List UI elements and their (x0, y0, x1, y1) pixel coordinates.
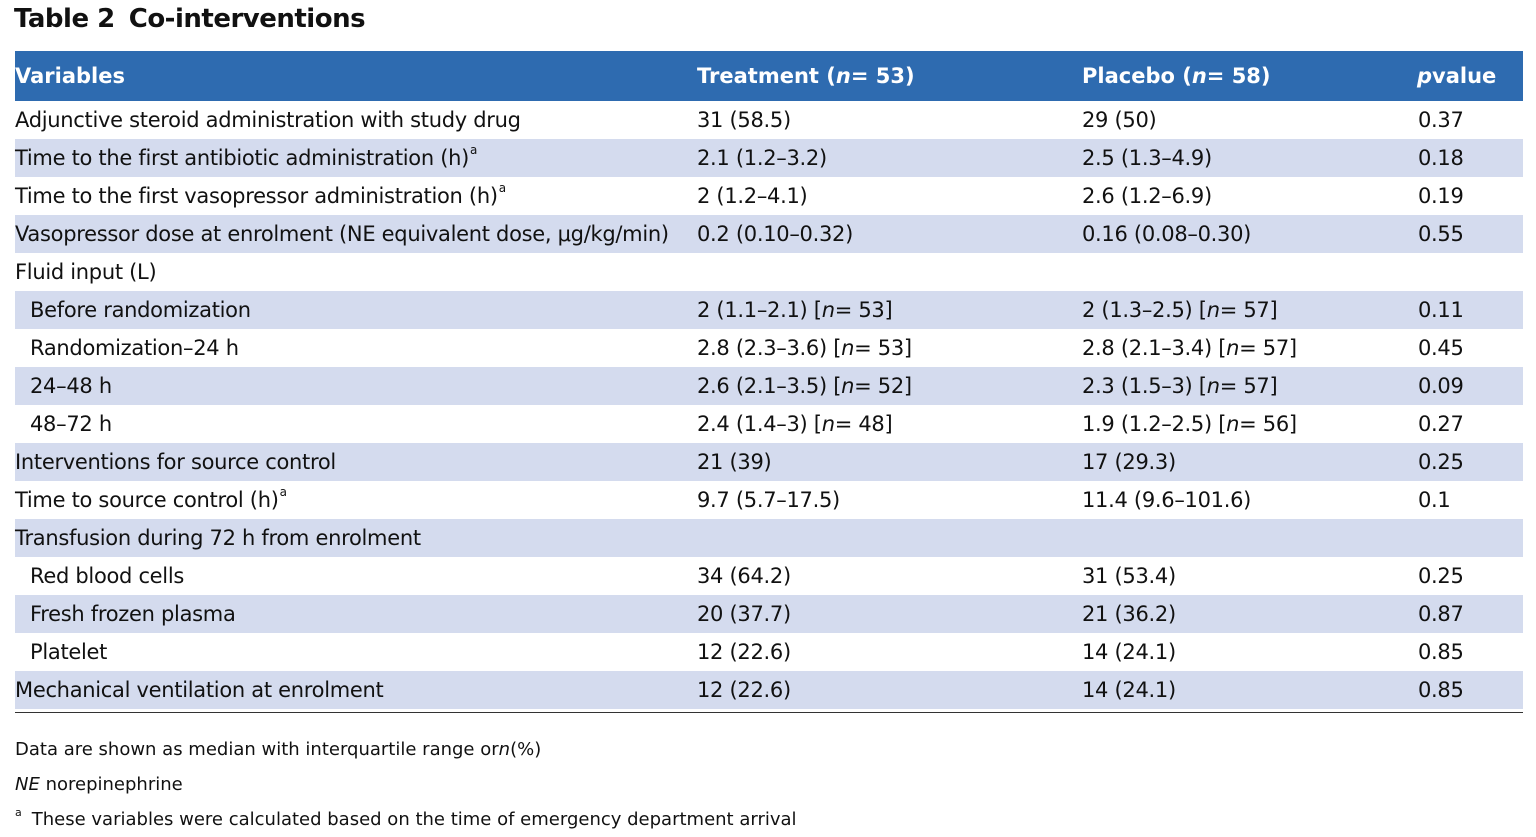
cell-placebo: 31 (53.4) (1082, 564, 1176, 588)
cell-placebo: 2.3 (1.5–3) [ n = 57] (1082, 374, 1278, 398)
cell-p-value: 0.19 (1418, 184, 1464, 208)
cell-treatment: 2 (1.2–4.1) (697, 184, 808, 208)
cell-p-value: 0.18 (1418, 146, 1464, 170)
cell-variable (15, 481, 287, 519)
cell-variable (30, 367, 112, 405)
cell-p-value: 0.25 (1418, 564, 1464, 588)
table-footnotes (15, 732, 797, 837)
variable-label: Platelet (30, 640, 108, 664)
variable-label: 24–48 h (30, 374, 112, 398)
cell-treatment: 9.7 (5.7–17.5) (697, 488, 840, 512)
cell-placebo: 14 (24.1) (1082, 640, 1176, 664)
table-row (15, 595, 1523, 633)
cell-treatment: 12 (22.6) (697, 678, 791, 702)
table-number: Table 2 (14, 4, 115, 34)
co-interventions-table (15, 51, 1523, 713)
header-p-value: p value (1417, 64, 1497, 88)
footnote-marker: a (279, 485, 287, 499)
variable-label: Time to source control (h) (15, 488, 279, 512)
cell-variable (30, 595, 236, 633)
table-row (15, 633, 1523, 671)
cell-p-value: 0.85 (1418, 678, 1464, 702)
footnote-marker: a (470, 143, 478, 157)
footnote-abbrev-definition: norepinephrine (45, 774, 183, 795)
footnote-marker: a (498, 181, 506, 195)
variable-label: Time to the first vasopressor administration (h) (15, 184, 498, 208)
variable-label: Time to the first antibiotic administration (h) (15, 146, 470, 170)
variable-label: Randomization–24 h (30, 336, 239, 360)
table-row (15, 671, 1523, 709)
cell-placebo: 2.8 (2.1–3.4) [ n = 57] (1082, 336, 1297, 360)
cell-variable (15, 253, 156, 291)
table-header-row (15, 51, 1523, 101)
table-row (15, 101, 1523, 139)
cell-placebo: 14 (24.1) (1082, 678, 1176, 702)
cell-placebo: 2 (1.3–2.5) [ n = 57] (1082, 298, 1278, 322)
cell-p-value: 0.1 (1418, 488, 1451, 512)
table-row (15, 557, 1523, 595)
variable-label: 48–72 h (30, 412, 112, 436)
cell-p-value: 0.27 (1418, 412, 1464, 436)
cell-p-value: 0.87 (1418, 602, 1464, 626)
cell-variable (15, 139, 477, 177)
variable-label: Adjunctive steroid administration with study drug (15, 108, 521, 132)
cell-variable (30, 291, 251, 329)
table-row (15, 443, 1523, 481)
cell-treatment: 2.1 (1.2–3.2) (697, 146, 827, 170)
cell-placebo: 0.16 (0.08–0.30) (1082, 222, 1252, 246)
table-bottom-rule (15, 712, 1523, 713)
cell-treatment: 2.6 (2.1–3.5) [ n = 52] (697, 374, 912, 398)
footnote-abbreviation (15, 767, 797, 802)
footnote-time-text: These variables were calculated based on the time of emergency department arrival (31, 809, 797, 830)
header-placebo: Placebo ( n = 58) (1082, 64, 1271, 88)
variable-label: Transfusion during 72 h from enrolment (15, 526, 421, 550)
footnote-mark: a (15, 806, 22, 819)
cell-treatment: 2.8 (2.3–3.6) [ n = 53] (697, 336, 912, 360)
cell-p-value: 0.45 (1418, 336, 1464, 360)
table-row (15, 177, 1523, 215)
cell-treatment: 31 (58.5) (697, 108, 791, 132)
cell-p-value: 0.25 (1418, 450, 1464, 474)
table-row (15, 481, 1523, 519)
table-row (15, 215, 1523, 253)
variable-label: Fresh frozen plasma (30, 602, 236, 626)
cell-variable (15, 215, 669, 253)
table-title (14, 4, 365, 34)
table-row (15, 519, 1523, 557)
cell-variable (30, 633, 107, 671)
cell-variable (30, 557, 184, 595)
cell-placebo: 2.5 (1.3–4.9) (1082, 146, 1212, 170)
variable-label: Fluid input (L) (15, 260, 157, 284)
cell-variable (15, 519, 421, 557)
table-row (15, 253, 1523, 291)
table-row (15, 367, 1523, 405)
table-row (15, 291, 1523, 329)
table-row (15, 139, 1523, 177)
cell-p-value: 0.09 (1418, 374, 1464, 398)
cell-variable (15, 671, 383, 709)
cell-treatment: 12 (22.6) (697, 640, 791, 664)
footnote-data-note: Data are shown as median with interquartile range or n (%) (15, 739, 542, 760)
cell-p-value: 0.55 (1418, 222, 1464, 246)
cell-treatment: 0.2 (0.10–0.32) (697, 222, 853, 246)
header-treatment: Treatment ( n = 53) (697, 64, 915, 88)
variable-label: Vasopressor dose at enrolment (NE equivalent dose, μg/kg/min) (15, 222, 669, 246)
cell-placebo: 17 (29.3) (1082, 450, 1176, 474)
variable-label: Before randomization (30, 298, 251, 322)
cell-variable (15, 443, 336, 481)
table-row (15, 329, 1523, 367)
cell-p-value: 0.11 (1418, 298, 1464, 322)
cell-variable (15, 101, 521, 139)
variable-label: Interventions for source control (15, 450, 336, 474)
cell-placebo: 11.4 (9.6–101.6) (1082, 488, 1252, 512)
cell-placebo: 2.6 (1.2–6.9) (1082, 184, 1212, 208)
cell-variable (30, 405, 112, 443)
cell-treatment: 20 (37.7) (697, 602, 791, 626)
cell-treatment: 2.4 (1.4–3) [ n = 48] (697, 412, 893, 436)
footnote-abbrev-term: NE (15, 774, 40, 795)
variable-label: Red blood cells (30, 564, 185, 588)
cell-treatment: 34 (64.2) (697, 564, 791, 588)
cell-p-value: 0.85 (1418, 640, 1464, 664)
cell-variable (30, 329, 239, 367)
cell-variable (15, 177, 506, 215)
cell-placebo: 1.9 (1.2–2.5) [ n = 56] (1082, 412, 1297, 436)
cell-treatment: 21 (39) (697, 450, 772, 474)
variable-label: Mechanical ventilation at enrolment (15, 678, 384, 702)
cell-p-value: 0.37 (1418, 108, 1464, 132)
cell-treatment: 2 (1.1–2.1) [ n = 53] (697, 298, 893, 322)
header-variables: Variables (15, 64, 125, 88)
table-body (15, 101, 1523, 709)
table-row (15, 405, 1523, 443)
cell-placebo: 21 (36.2) (1082, 602, 1176, 626)
table-caption: Co-interventions (128, 4, 366, 34)
footnote-time-note (15, 802, 797, 837)
cell-placebo: 29 (50) (1082, 108, 1157, 132)
